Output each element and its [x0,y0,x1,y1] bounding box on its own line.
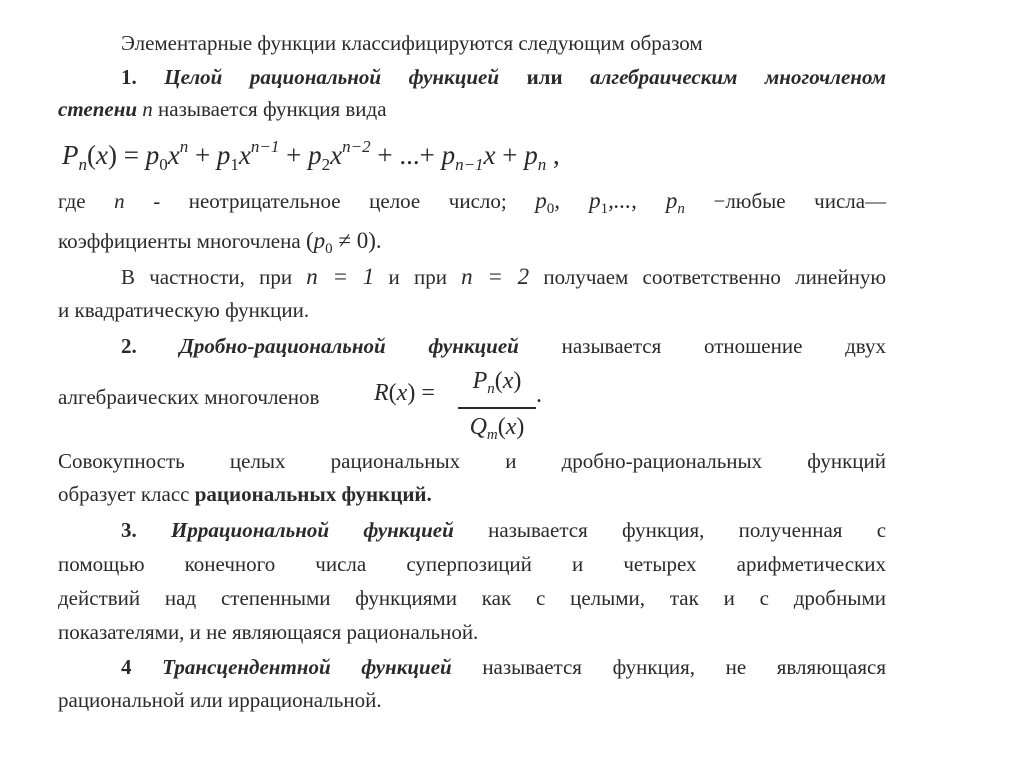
where-b: - неотрицательное целое число; [153,189,507,213]
definition-4-line-1 [121,654,886,680]
special-case-line-1 [121,264,886,290]
fraction-bar [458,407,536,409]
where-a: где [58,189,86,213]
rational-fraction-lhs: R(x) = [374,380,435,406]
where-line-1 [58,188,886,222]
def4-line1: называется функция, не являющаяся [482,655,887,679]
where-line-2 [58,228,382,262]
def1-term-polynomial: алгебраическим многочленом [590,65,887,89]
where-condition: $(p_0 \ne 0)$. [305,228,382,257]
definition-1-line-1 [121,64,886,90]
where-d: коэффициенты многочлена [58,229,301,253]
def4-term: Трансцендентной функцией [162,655,452,679]
def1-or: или [526,65,563,89]
definition-1-line-2 [58,96,387,122]
def1-tail: называется функция вида [158,97,387,121]
def2-tail: называется отношение двух [561,334,886,358]
fraction-period: . [536,382,542,408]
special-case-line-2: и квадратическую функции. [58,298,310,322]
special-a: В частности, при [121,265,293,289]
definition-2-line-2: алгебраических многочленов [58,385,320,409]
special-n2: n = 2 [461,264,530,289]
def3-line1: называется функция, полученная с [488,518,887,542]
def1-n: n [142,97,153,121]
definition-3-line-2: помощью конечного числа суперпозиций и четырех арифметических [58,552,886,576]
def1-term-degree: степени [58,97,138,121]
where-c: −любые числа— [713,189,887,213]
set-line-1: Совокупность целых рациональных и дробно-рациональных функций [58,449,886,473]
def2-number: 2. [121,334,137,358]
def4-number: 4 [121,655,132,679]
def3-number: 3. [121,518,137,542]
definition-4-line-2: рациональной или иррациональной. [58,688,382,712]
set-a: образует класс [58,482,190,506]
polynomial-formula: $P_n(x) = p_0x^n + p_1x^{n-1} + p_2x^{n-2}$ + ...+ $p_{n-1}x + p_n$ , [62,137,560,174]
rational-fraction [458,365,536,451]
heading: Элементарные функции классифицируются следующим образом [121,31,703,55]
definition-3-line-3: действий над степенными функциями как с целыми, так и с дробными [58,586,886,610]
fraction-denominator: $Q_m(x)$ [469,413,525,443]
def2-term: Дробно-рациональной функцией [179,334,519,358]
definition-3-line-4: показателями, и не являющаяся рациональной. [58,620,479,644]
special-b: и при [388,265,447,289]
definition-3-line-1 [121,517,886,543]
definition-2-line-1 [121,333,886,359]
special-c: получаем соответственно линейную [543,265,887,289]
def1-term-integer-rational: Целой рациональной функцией [164,65,500,89]
set-line-2 [58,481,432,507]
def3-term: Иррациональной функцией [171,518,454,542]
def1-number: 1. [121,65,137,89]
special-n1: n = 1 [306,264,375,289]
where-coefficients: $p_0$, $p_1$,..., $p_n$ [535,188,685,217]
fraction-numerator: $P_n(x)$ [472,368,522,397]
where-n: n [114,189,125,213]
set-term: рациональных функций. [194,482,432,506]
